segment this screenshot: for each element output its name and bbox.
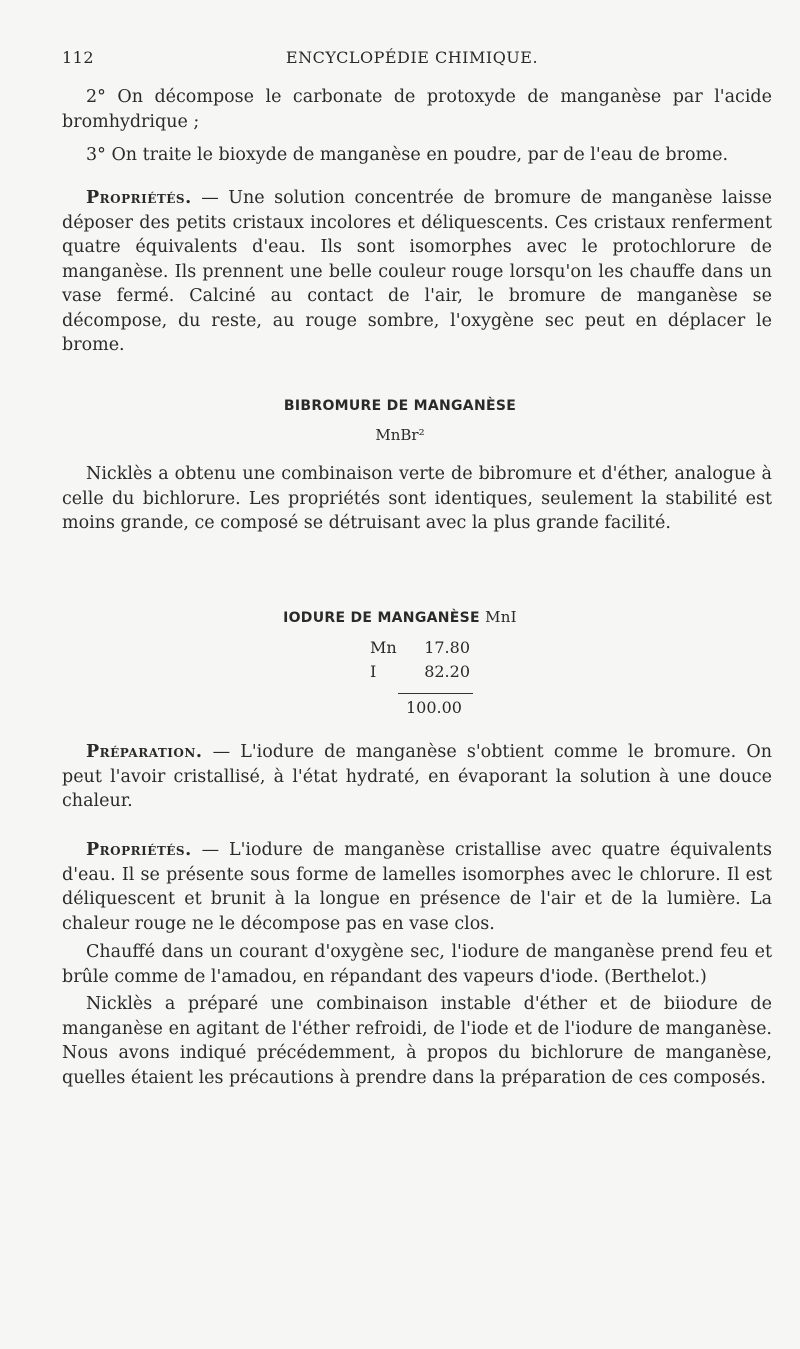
heading-bibromure: BIBROMURE DE MANGANÈSE — [283, 398, 517, 414]
paragraph-properties-iodide — [62, 838, 772, 936]
composition-row — [370, 660, 480, 683]
paragraph-bibromure: Nicklès a obtenu une combinaison verte de bibromure et d'éther, analogue à celle du bichlorure. Les propriétés sont identiques, seulement la stabilité est moins grande, ce composé se détruisant avec la plus grande facilité. — [62, 464, 772, 533]
paragraph-step-3: 3° On traite le bioxyde de manganèse en poudre, par de l'eau de brome. — [86, 145, 729, 165]
formula-bibromure: MnBr² — [375, 426, 425, 444]
page-header — [62, 48, 762, 72]
composition-element: I — [370, 662, 377, 681]
heading-iodure — [0, 608, 800, 626]
paragraph-text: — L'iodure de manganèse s'obtient comme le bromure. On peut l'avoir cristallisé, à l'état hydraté, en évaporant la solution à une douce chaleur. — [62, 742, 772, 811]
paragraph-text: — Une solution concentrée de bromure de manganèse laisse déposer des petits cristaux incolores et déliquescents. Ces cristaux renferment quatre équivalents d'eau. Ils sont isomorphes avec le protochlorure de manganèse. Ils prennent une belle couleur rouge lorsqu'on les chauffe dans un vase fermé. Calciné au contact de l'air, le bromure de manganèse se décompose, du reste, au rouge sombre, l'oxygène sec peut en déplacer le brome. — [62, 188, 772, 355]
formula-iodure: MnI — [485, 608, 517, 626]
section-lead-proprietes: Propriétés. — [86, 188, 192, 208]
composition-sum-rule — [398, 693, 473, 694]
paragraph-properties-bromide — [62, 186, 772, 358]
section-lead-preparation: Préparation. — [86, 742, 203, 762]
paragraph-combustion: Chauffé dans un courant d'oxygène sec, l'iodure de manganèse prend feu et brûle comme de l'amadou, en répandant des vapeurs d'iode. (Berthelot.) — [62, 942, 772, 987]
composition-element: Mn — [370, 638, 397, 657]
composition-value: 82.20 — [424, 662, 470, 681]
composition-row — [370, 636, 480, 659]
paragraph-preparation — [62, 740, 772, 814]
paragraph-biiodure: Nicklès a préparé une combinaison instable d'éther et de biiodure de manganèse en agitant de l'éther refroidi, de l'iode et de l'iodure de manganèse. Nous avons indiqué précédemment, à propos du bichlorure de manganèse, quelles étaient les précautions à prendre dans la préparation de ces composés. — [62, 994, 772, 1088]
page-number: 112 — [62, 48, 95, 67]
section-lead-proprietes: Propriétés. — [86, 840, 192, 860]
composition-value: 17.80 — [424, 638, 470, 657]
running-title: ENCYCLOPÉDIE CHIMIQUE. — [285, 48, 539, 67]
composition-total: 100.00 — [406, 698, 462, 717]
paragraph-step-2: 2° On décompose le carbonate de protoxyde de manganèse par l'acide bromhydrique ; — [62, 87, 772, 132]
paragraph-text: — L'iodure de manganèse cristallise avec quatre équivalents d'eau. Il se présente sous forme de lamelles isomorphes avec le chlorure. Il est déliquescent et brunit à la longue en présence de l'air et de la lumière. La chaleur rouge ne le décompose pas en vase clos. — [62, 840, 772, 934]
heading-iodure-title: IODURE DE MANGANÈSE — [283, 610, 480, 626]
